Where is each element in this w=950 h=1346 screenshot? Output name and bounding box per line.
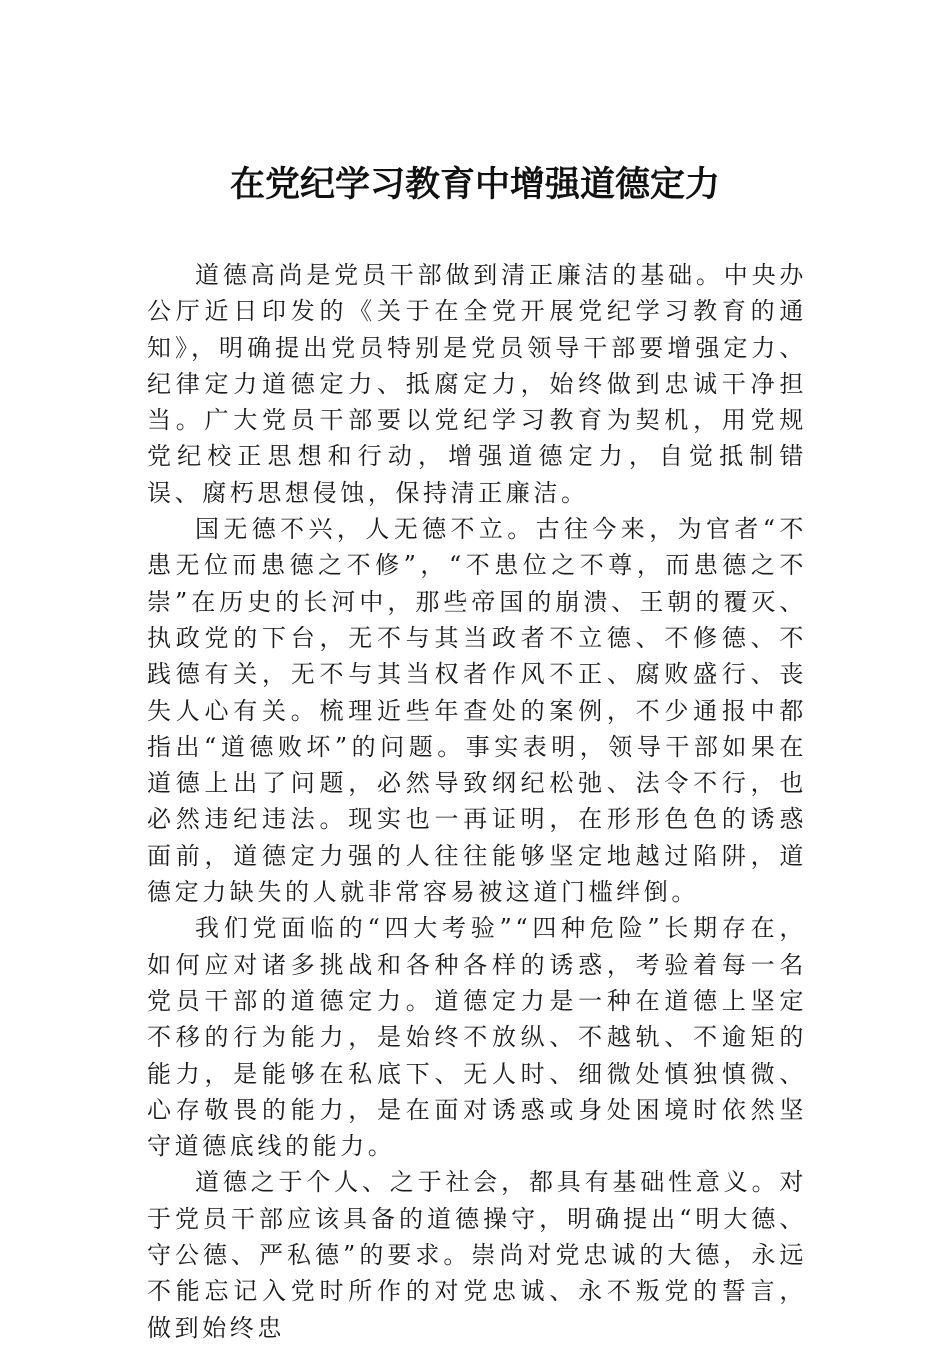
paragraph-3: 我们党面临的“四大考验”“四种危险”长期存在，如何应对诸多挑战和各种各样的诱惑，考验着每一名党员干部的道德定力。道德定力是一种在道德上坚定不移的行为能力，是始终不放纵、不越轨、不逾矩的能力，是能够在私底下、无人时、细微处慎独慎微、心存敬畏的能力，是在面对诱惑或身处困境时依然坚守道德底线的能力。 [147,914,807,1161]
paragraph-4: 道德之于个人、之于社会，都具有基础性意义。对于党员干部应该具备的道德操守，明确提出“明大德、守公德、严私德”的要求。崇尚对党忠诚的大德，永远不能忘记入党时所作的对党忠诚、永不叛党的誓言，做到始终忠 [147,1168,807,1342]
document-body [147,257,807,1346]
paragraph-1: 道德高尚是党员干部做到清正廉洁的基础。中央办公厅近日印发的《关于在全党开展党纪学习教育的通知》，明确提出党员特别是党员领导干部要增强定力、纪律定力道德定力、抵腐定力，始终做到忠诚干净担当。广大党员干部要以党纪学习教育为契机，用党规党纪校正思想和行动，增强道德定力，自觉抵制错误、腐朽思想侵蚀，保持清正廉洁。 [147,261,807,507]
document-title: 在党纪学习教育中增强道德定力 [229,164,720,205]
paragraph-2: 国无德不兴，人无德不立。古往今来，为官者“不患无位而患德之不修”，“不患位之不尊，而患德之不崇”在历史的长河中，那些帝国的崩溃、王朝的覆灭、执政党的下台，无不与其当政者不立德、不修德、不践德有关，无不与其当权者作风不正、腐败盛行、丧失人心有关。梳理近些年查处的案例，不少通报中都指出“道德败坏”的问题。事实表明，领导干部如果在道德上出了问题，必然导致纲纪松弛、法令不行，也必然违纪违法。现实也一再证明，在形形色色的诱惑面前，道德定力强的人往往能够坚定地越过陷阱，道德定力缺失的人就非常容易被这道门槛绊倒。 [147,515,807,907]
